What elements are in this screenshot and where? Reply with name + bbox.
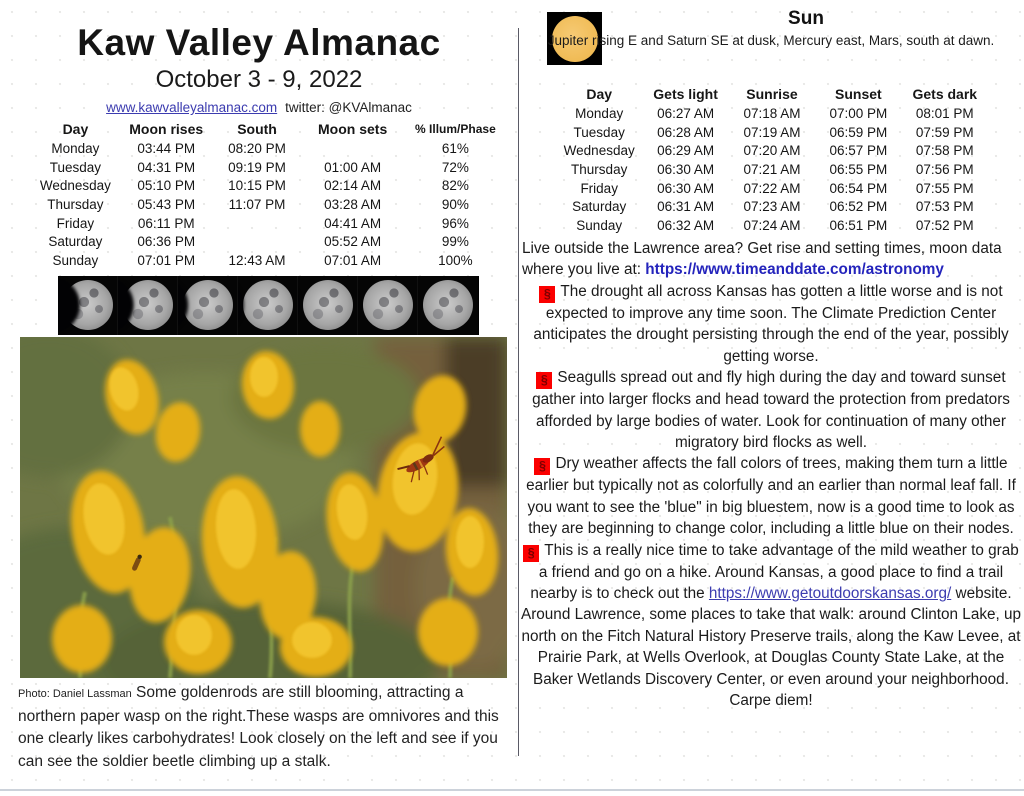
table-cell: Saturday [48, 234, 103, 250]
goldenrod-photo-art [20, 337, 507, 678]
sun-subtitle: Jupiter rising E and Saturn SE at dusk, Mercury east, Mars, south at dawn. [547, 33, 995, 48]
section-marker-icon: § [539, 286, 555, 303]
table-cell: 04:31 PM [137, 159, 196, 175]
table-cell: 61% [441, 140, 469, 156]
section-marker-icon: § [523, 545, 539, 562]
table-cell: 07:56 PM [915, 161, 974, 177]
moon-table [30, 118, 508, 270]
table-cell: Tuesday [49, 159, 102, 175]
table-cell: 06:29 AM [657, 143, 715, 159]
table-cell: Friday [56, 215, 95, 231]
table-cell: 06:59 PM [829, 124, 888, 140]
note-fall-colors [520, 453, 1022, 539]
date-range: October 3 - 9, 2022 [155, 66, 363, 93]
table-cell: Wednesday [563, 143, 635, 159]
table-cell: 03:28 AM [324, 196, 382, 212]
note-text: Seagulls spread out and fly high during the day and toward sunset gather into larger flocks and head toward the protection from predators afforded by large bodies of water. Look for continuation of many other migratory bird flocks as well. [532, 369, 1010, 452]
table-cell: 06:28 AM [657, 124, 715, 140]
note-hiking [520, 540, 1022, 712]
moon-phase-image [298, 276, 358, 335]
table-cell: 08:20 PM [228, 140, 286, 156]
timeanddate-link[interactable]: https://www.timeanddate.com/astronomy [645, 261, 944, 279]
sun-section-header [605, 8, 1007, 30]
photo-caption [18, 682, 512, 773]
table-cell: 04:41 AM [324, 215, 382, 231]
column-divider [518, 28, 519, 756]
table-cell: 07:59 PM [915, 124, 974, 140]
column-header: Moon rises [129, 120, 204, 137]
table-cell: 08:01 PM [915, 105, 974, 121]
sun-table-header-row [556, 84, 988, 104]
column-header: Moon sets [318, 120, 388, 137]
live-outside-text: Live outside the Lawrence area? Get rise and setting times, moon data where you live at: [522, 240, 1002, 279]
table-cell: 06:32 AM [657, 217, 715, 233]
moon-phase-image [358, 276, 418, 335]
note-text: This is a really nice time to take advantage of the mild weather to grab a friend and go on a hike. Around Kansas, a good place to find a trail nearby is to check out the [530, 541, 1019, 603]
table-row [556, 197, 988, 216]
table-cell: 01:00 AM [324, 159, 382, 175]
table-cell: 07:22 AM [743, 180, 801, 196]
note-text: The drought all across Kansas has gotten a little worse and is not expected to improve any time soon. The Climate Prediction Center anticipates the drought persisting through the end of the year, possibly getting worse. [533, 283, 1009, 365]
note-seagulls [520, 367, 1022, 453]
column-header: Gets light [653, 86, 718, 102]
table-cell: 06:31 AM [657, 199, 715, 215]
table-cell: 07:55 PM [915, 180, 974, 196]
table-cell: 06:54 PM [829, 180, 888, 196]
table-cell: 06:30 AM [657, 161, 715, 177]
table-cell: Saturday [572, 199, 627, 215]
table-cell: 05:43 PM [137, 196, 196, 212]
column-header: Gets dark [912, 86, 978, 102]
note-text: Dry weather affects the fall colors of trees, making them turn a little earlier but typically not as colorfully and an earlier than normal leaf fall. If you want to see the 'blue" in big bluestem, now is a good time to look as they are beginning to change color, including a little blue on their nodes. [526, 455, 1016, 538]
getoutdoorskansas-link[interactable]: https://www.getoutdoorskansas.org/ [708, 585, 952, 603]
table-cell: Thursday [571, 161, 628, 177]
column-header: South [237, 120, 277, 137]
column-header: Day [62, 120, 89, 137]
table-cell: 05:52 AM [324, 234, 382, 250]
table-cell [302, 139, 402, 158]
table-row [556, 179, 988, 198]
column-header: Sunset [835, 86, 882, 102]
table-cell: Sunday [576, 217, 623, 233]
table-row [30, 214, 508, 233]
table-cell: 07:18 AM [743, 105, 801, 121]
moon-table-header-row [30, 118, 508, 139]
table-cell: 07:52 PM [915, 217, 974, 233]
table-cell: 96% [441, 215, 469, 231]
table-row [556, 104, 988, 123]
table-row [30, 195, 508, 214]
table-cell: 06:30 AM [657, 180, 715, 196]
page-bottom-rule [0, 789, 1024, 791]
moon-phase-strip [58, 276, 479, 335]
column-header: Day [586, 86, 613, 102]
table-cell: Tuesday [573, 124, 625, 140]
table-cell: 12:43 AM [228, 252, 286, 268]
note-drought [520, 281, 1022, 367]
section-marker-icon: § [536, 372, 552, 389]
goldenrod-photo [20, 337, 507, 678]
table-cell: Sunday [52, 252, 99, 268]
live-outside-note [522, 238, 1020, 281]
note-text: website. Around Lawrence, some places to take that walk: around Clinton Lake, up north on the Fitch Natural History Preserve trails, along the Kaw Levee, at Prairie Park, at Wells Overlook, at Douglas County State Lake, at the Baker Wetlands Discovery Center, or even around your neighborhood. Carpe diem! [521, 585, 1021, 710]
table-cell: 06:51 PM [829, 217, 888, 233]
table-cell: 100% [438, 252, 473, 268]
photo-caption-text: Some goldenrods are still blooming, attracting a northern paper wasp on the right.These wasps are omnivores and this one clearly likes carbohydrates! Look closely on the left and see if you can see the soldier beetle climbing up a stalk. [18, 684, 499, 770]
header-links [0, 100, 518, 115]
column-header: % Illum/Phase [415, 121, 496, 136]
sun-table [556, 84, 988, 235]
table-cell: 06:27 AM [657, 105, 715, 121]
table-row [556, 216, 988, 235]
table-cell [212, 214, 303, 233]
moon-phase-image [118, 276, 178, 335]
table-cell: 02:14 AM [324, 178, 382, 194]
table-cell: 07:23 AM [743, 199, 801, 215]
table-cell: 07:01 PM [137, 252, 196, 268]
table-cell: 06:52 PM [829, 199, 888, 215]
table-cell [212, 232, 303, 251]
table-row [30, 176, 508, 195]
table-row [30, 158, 508, 177]
moon-phase-image [238, 276, 298, 335]
table-cell: 90% [441, 196, 469, 212]
table-row [556, 141, 988, 160]
table-cell: 82% [441, 178, 469, 194]
website-link[interactable]: www.kawvalleyalmanac.com [106, 100, 278, 115]
table-row [556, 123, 988, 142]
table-cell: 06:36 PM [137, 234, 196, 250]
table-row [30, 251, 508, 270]
table-cell: 07:20 AM [743, 143, 801, 159]
table-row [30, 232, 508, 251]
sun-title: Sun [788, 8, 824, 29]
table-cell: 03:44 PM [137, 140, 196, 156]
section-marker-icon: § [534, 458, 550, 475]
table-cell: 07:21 AM [743, 161, 801, 177]
table-cell: 99% [441, 234, 469, 250]
table-cell: Monday [51, 140, 100, 156]
almanac-notes [520, 281, 1022, 712]
table-cell: 07:01 AM [324, 252, 382, 268]
table-cell: 06:57 PM [829, 143, 888, 159]
table-cell: 06:11 PM [137, 215, 195, 231]
table-cell: 72% [441, 159, 469, 175]
twitter-handle: twitter: @KVAlmanac [285, 100, 412, 115]
table-cell: 11:07 PM [228, 196, 286, 212]
table-cell: 10:15 PM [228, 178, 286, 194]
page-title: Kaw Valley Almanac [77, 22, 441, 63]
table-cell: 07:19 AM [743, 124, 801, 140]
moon-phase-image [58, 276, 118, 335]
table-row [556, 160, 988, 179]
table-cell: Wednesday [39, 178, 111, 194]
table-cell: 06:55 PM [829, 161, 888, 177]
table-row [30, 139, 508, 158]
table-cell: 05:10 PM [137, 178, 196, 194]
table-cell: 07:58 PM [915, 143, 974, 159]
moon-phase-image [418, 276, 478, 335]
table-cell: Thursday [47, 196, 104, 212]
table-cell: 07:24 AM [743, 217, 801, 233]
table-cell: 07:00 PM [829, 105, 888, 121]
table-cell: 07:53 PM [915, 199, 974, 215]
moon-phase-image [178, 276, 238, 335]
table-cell: 09:19 PM [228, 159, 286, 175]
column-header: Sunrise [746, 86, 798, 102]
table-cell: Friday [580, 180, 618, 196]
table-cell: Monday [575, 105, 624, 121]
photo-credit: Photo: Daniel Lassman [18, 688, 132, 700]
